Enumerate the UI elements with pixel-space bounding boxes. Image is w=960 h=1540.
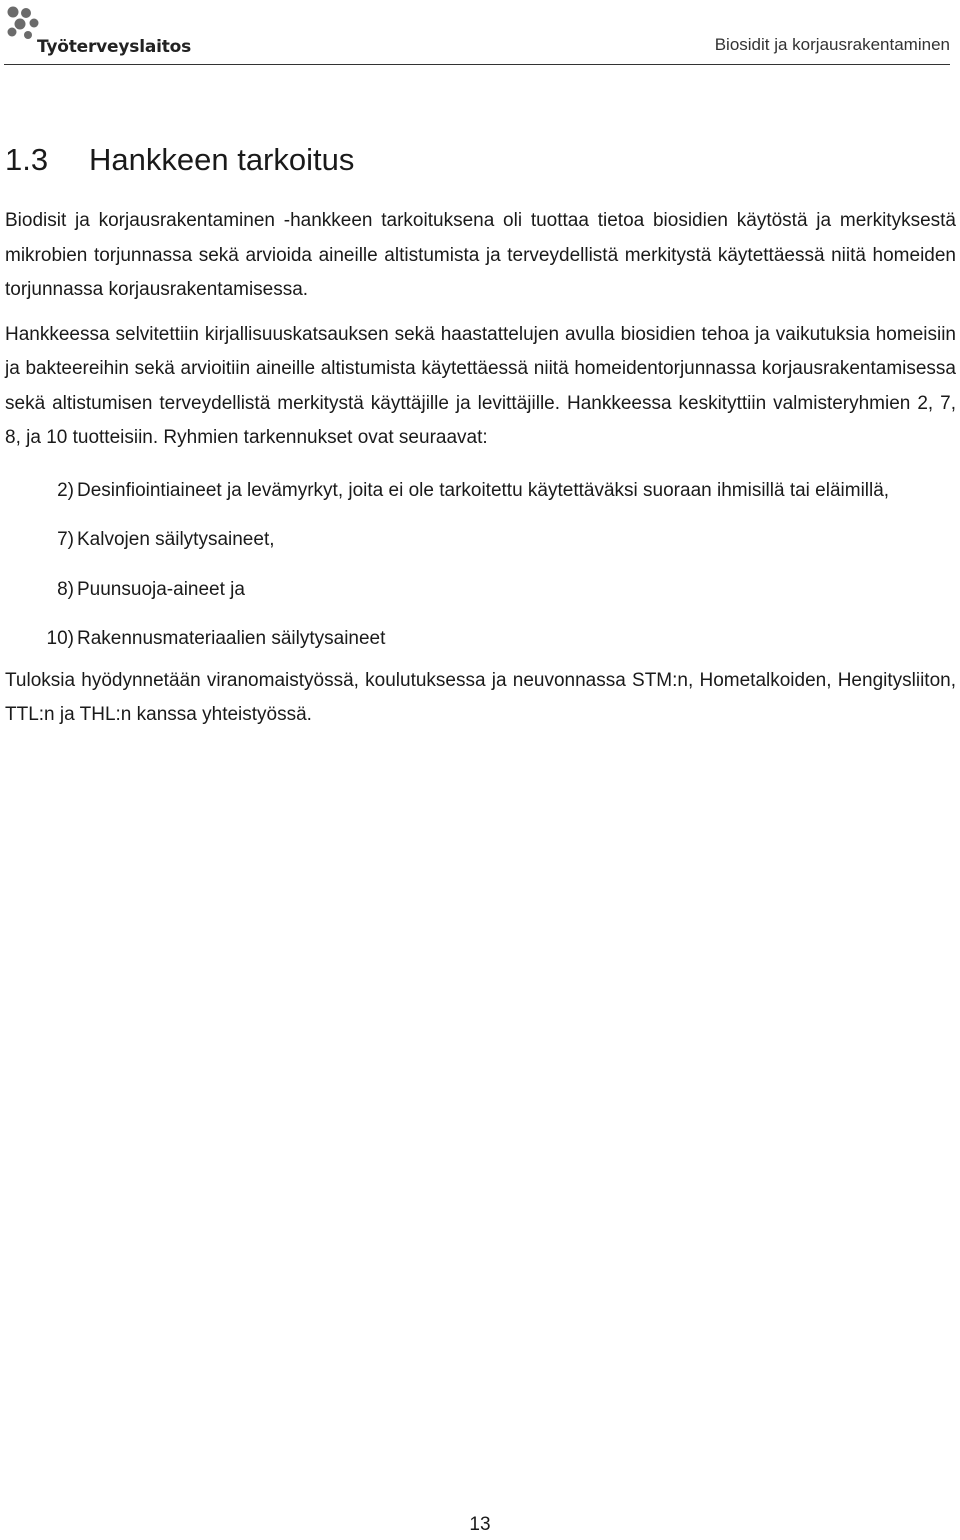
section-title: Hankkeen tarkoitus: [89, 142, 355, 177]
list-item-number: 7): [57, 529, 74, 550]
page-number: 13: [469, 1514, 491, 1535]
header-divider: [4, 64, 950, 65]
list-item-text: Desinfiointiaineet ja levämyrkyt, joita ei ole tarkoitettu käytettäväksi suoraan ihmisillä tai eläimillä,: [77, 479, 890, 501]
methods-paragraph: Hankkeessa selvitettiin kirjallisuuskatsauksen sekä haastattelujen avulla biosidien tehoa ja vaikutuksia homeisiin ja bakteereihin sekä arvioitiin aineille altistumista käytettäessä niitä homeidentorjunnassa korjausrakentamisessa sekä altistumisen terveydellistä merkitystä käyttäjille ja levittäjille. Hankkeessa keskityttiin valmisteryhmien 2, 7, 8, ja 10 tuotteisiin. Ryhmien tarkennukset ovat seuraavat:: [5, 323, 956, 448]
list-item: [5, 622, 956, 657]
logo: [4, 4, 192, 60]
list-item-text: Puunsuoja-aineet ja: [77, 578, 245, 600]
page-header: [0, 0, 960, 66]
section-number: 1.3: [5, 142, 49, 177]
list-item-number: 10): [46, 628, 74, 649]
list-item-text: Kalvojen säilytysaineet,: [77, 529, 275, 550]
list-item-text: Rakennusmateriaalien säilytysaineet: [77, 628, 386, 649]
closing-paragraph: Tuloksia hyödynnetään viranomaistyössä, koulutuksessa ja neuvonnassa STM:n, Hometalkoiden, Hengitysliiton, TTL:n ja THL:n kanssa yhteistyössä.: [5, 669, 956, 725]
list-item: [5, 474, 956, 509]
list-item-number: 8): [57, 578, 74, 600]
list-item: [5, 523, 956, 558]
section-heading: [5, 138, 956, 182]
logo-text: Työterveyslaitos: [37, 37, 192, 57]
running-title: Biosidit ja korjausrakentaminen: [714, 35, 950, 54]
list-item-number: 2): [57, 479, 74, 501]
page-content: [5, 138, 956, 743]
list-item: [5, 573, 956, 608]
intro-paragraph: Biodisit ja korjausrakentaminen -hankkeen tarkoituksena oli tuottaa tietoa biosidien käytöstä ja merkityksestä mikrobien torjunnassa sekä arvioida aineille altistumista ja terveydellistä merkitystä käytettäessä niitä homeiden torjunnassa korjausrakentamisessa.: [5, 210, 956, 300]
product-group-list: [5, 474, 956, 657]
